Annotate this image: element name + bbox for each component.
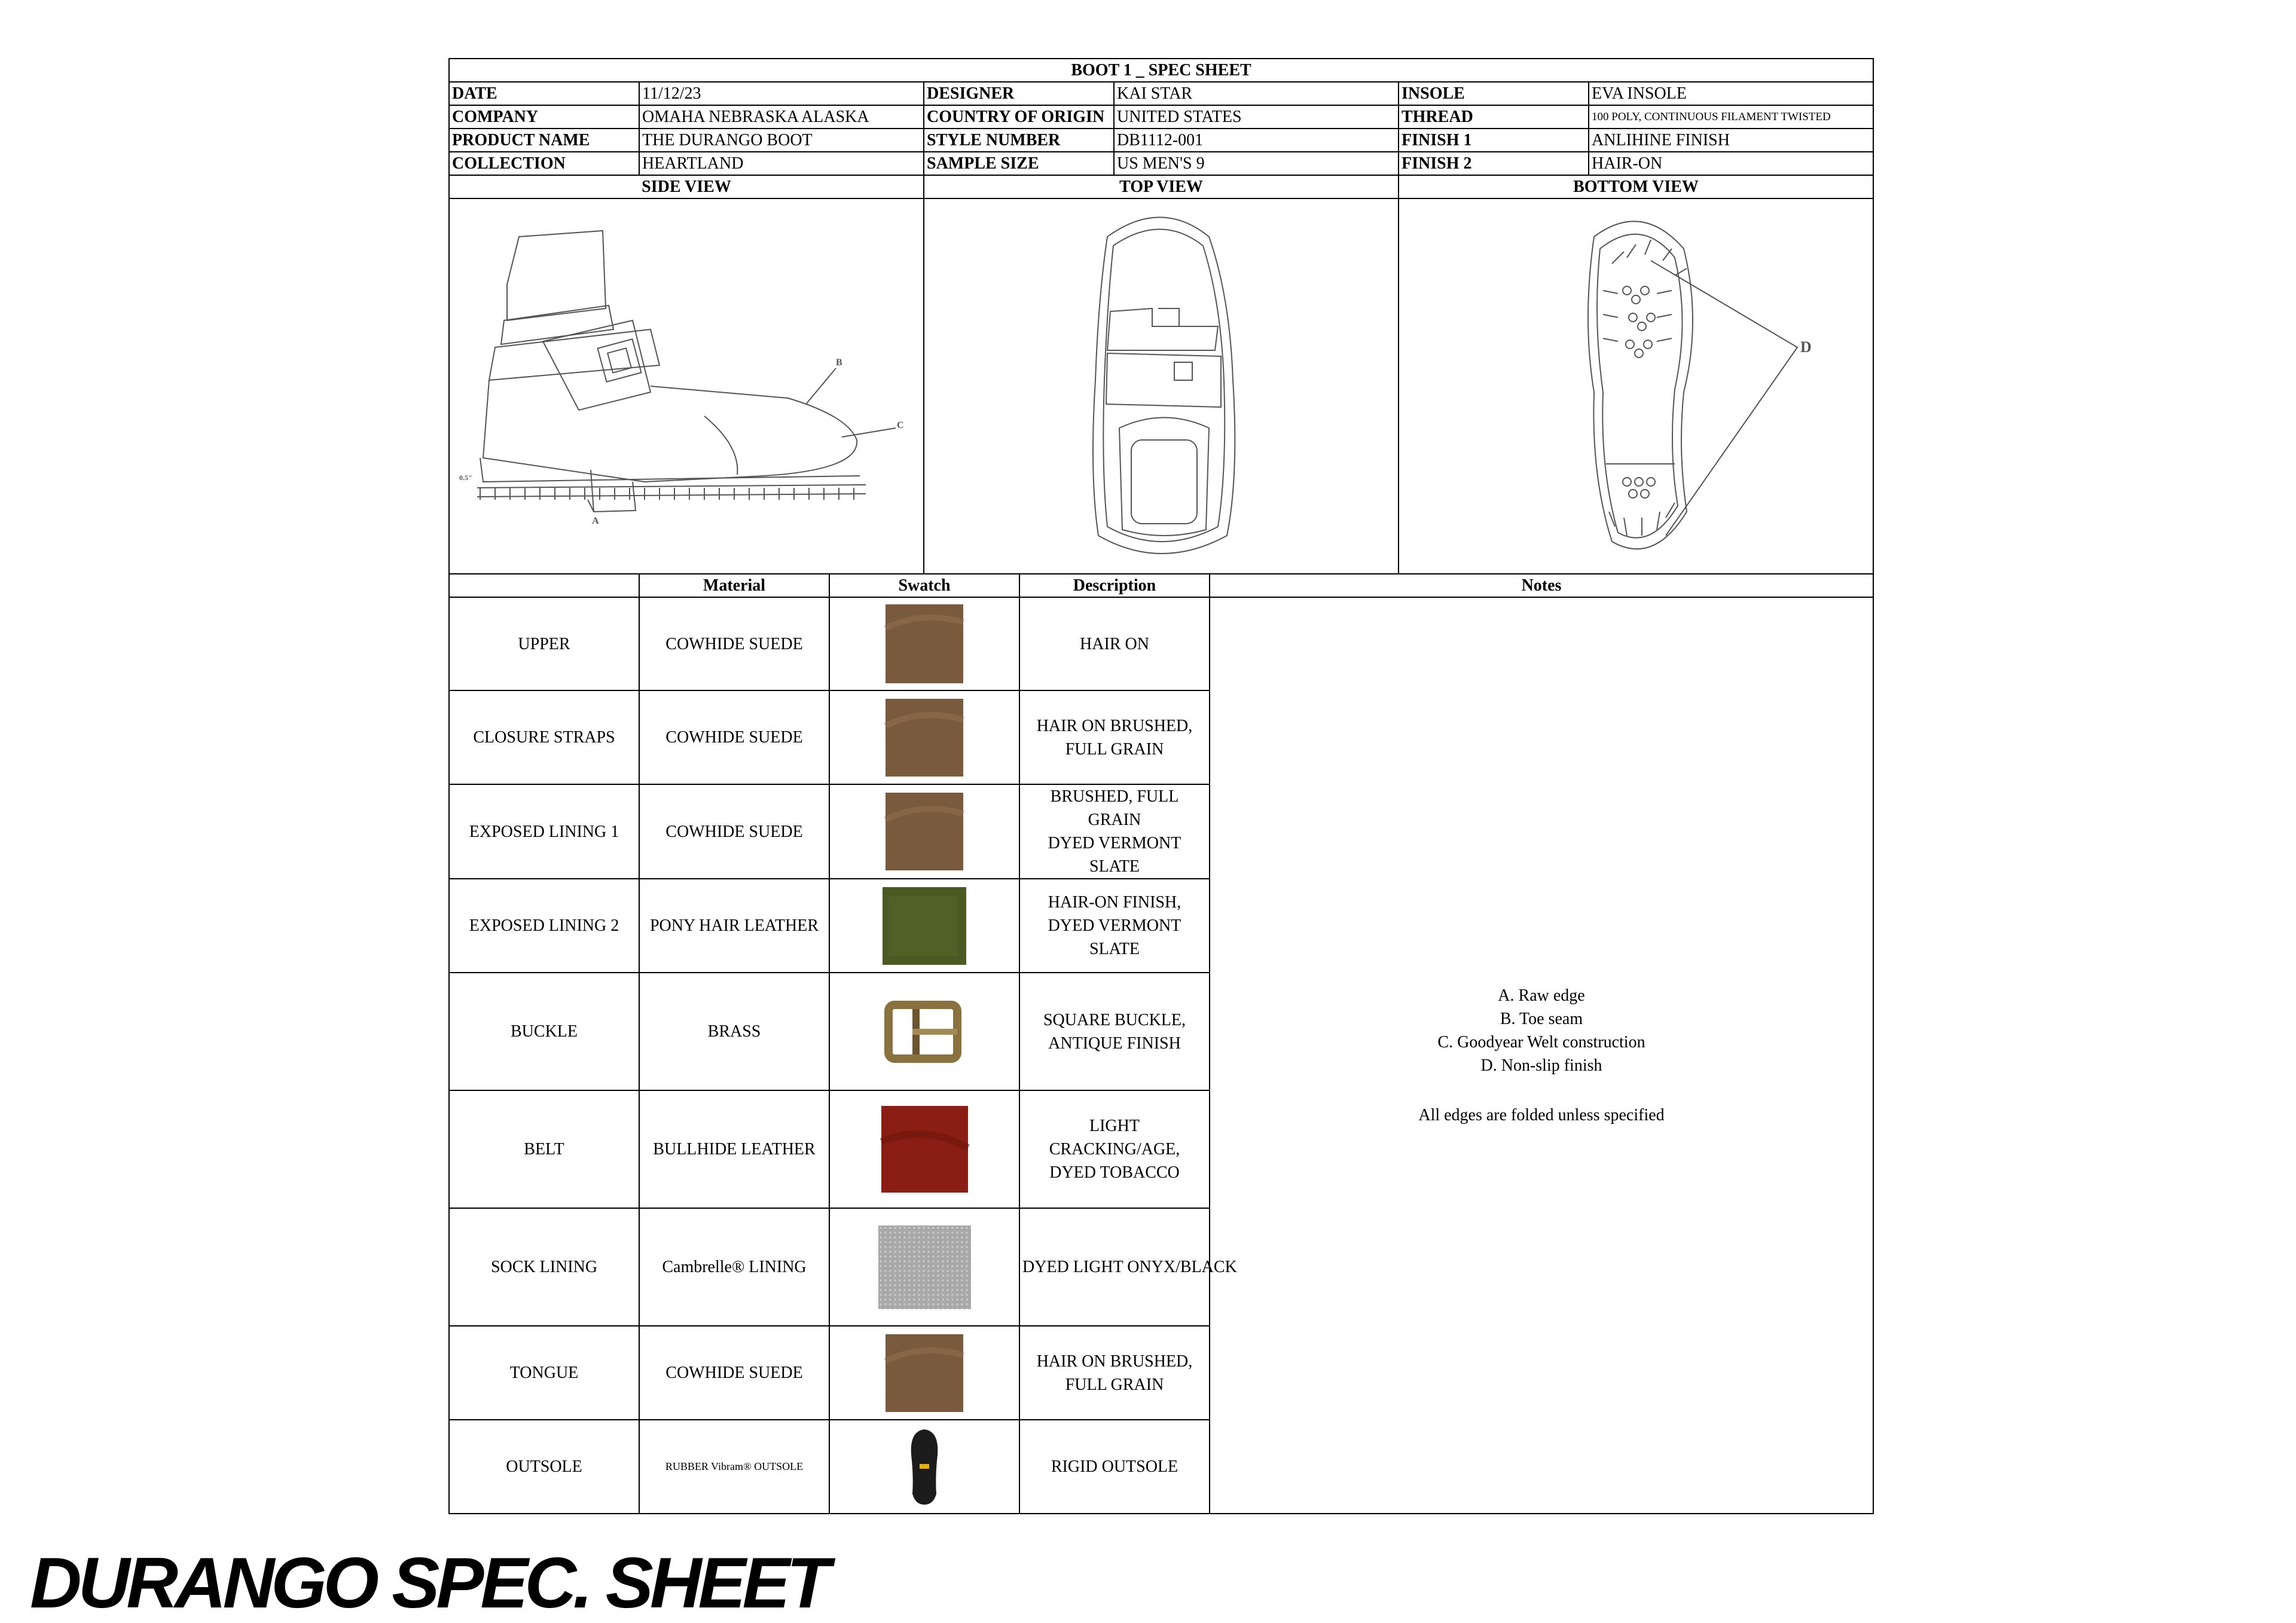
thread-value: 100 POLY, CONTINUOUS FILAMENT TWISTED bbox=[1589, 105, 1873, 129]
notes-cell bbox=[1210, 597, 1873, 1514]
style-number-label: STYLE NUMBER bbox=[924, 129, 1114, 152]
header-row bbox=[449, 152, 1873, 175]
description-column-header: Description bbox=[1019, 574, 1210, 597]
description: HAIR ON bbox=[1019, 597, 1210, 690]
date-label: DATE bbox=[449, 82, 639, 105]
insole-label: INSOLE bbox=[1399, 82, 1589, 105]
part-name: UPPER bbox=[449, 597, 639, 690]
top-view-heading: TOP VIEW bbox=[924, 175, 1399, 198]
suede-swatch bbox=[886, 604, 963, 683]
outsole-swatch bbox=[906, 1428, 942, 1506]
part-name: TONGUE bbox=[449, 1326, 639, 1420]
sample-size-value: US MEN'S 9 bbox=[1114, 152, 1399, 175]
description: HAIR ON BRUSHED, FULL GRAIN bbox=[1019, 690, 1210, 784]
swatch-column-header: Swatch bbox=[829, 574, 1019, 597]
thread-label: THREAD bbox=[1399, 105, 1589, 129]
footer-title: DURANGO SPEC. SHEET bbox=[30, 1543, 827, 1623]
swatch-cell bbox=[829, 879, 1019, 973]
header-row bbox=[449, 129, 1873, 152]
description: HAIR ON BRUSHED, FULL GRAIN bbox=[1019, 1326, 1210, 1420]
swatch-cell bbox=[829, 1326, 1019, 1420]
note-spacer bbox=[1213, 1077, 1870, 1104]
description: LIGHT CRACKING/AGE, DYED TOBACCO bbox=[1019, 1090, 1210, 1208]
swatch-cell bbox=[829, 784, 1019, 879]
finish1-value: ANLIHINE FINISH bbox=[1589, 129, 1873, 152]
header-row bbox=[449, 82, 1873, 105]
part-name: EXPOSED LINING 2 bbox=[449, 879, 639, 973]
material-name: COWHIDE SUEDE bbox=[639, 1326, 829, 1420]
suede-swatch bbox=[886, 1334, 963, 1412]
finish2-label: FINISH 2 bbox=[1399, 152, 1589, 175]
material-name: COWHIDE SUEDE bbox=[639, 690, 829, 784]
table-row bbox=[449, 597, 1873, 690]
leather-swatch bbox=[881, 1106, 968, 1193]
callout-c: C bbox=[897, 420, 904, 430]
description: DYED LIGHT ONYX/BLACK bbox=[1019, 1208, 1210, 1326]
note-d: D. Non-slip finish bbox=[1480, 1056, 1602, 1075]
finish1-label: FINISH 1 bbox=[1399, 129, 1589, 152]
product-name-label: PRODUCT NAME bbox=[449, 129, 639, 152]
boot-side-illustration bbox=[453, 201, 920, 571]
note-edges: All edges are folded unless specified bbox=[1418, 1106, 1665, 1124]
swatch-cell bbox=[829, 1090, 1019, 1208]
heel-height-label: 0.5" bbox=[459, 473, 472, 482]
part-name: BUCKLE bbox=[449, 973, 639, 1090]
company-value: OMAHA NEBRASKA ALASKA bbox=[639, 105, 924, 129]
swatch-cell bbox=[829, 973, 1019, 1090]
description: HAIR-ON FINISH, DYED VERMONT SLATE bbox=[1019, 879, 1210, 973]
boot-top-illustration bbox=[928, 201, 1394, 571]
part-column-header bbox=[449, 574, 639, 597]
material-name: RUBBER Vibram® OUTSOLE bbox=[639, 1420, 829, 1514]
header-table bbox=[448, 58, 1874, 176]
boot-bottom-illustration bbox=[1403, 201, 1869, 571]
swatch-cell bbox=[829, 1208, 1019, 1326]
country-value: UNITED STATES bbox=[1114, 105, 1399, 129]
pony-hair-swatch bbox=[883, 887, 966, 965]
note-b: B. Toe seam bbox=[1500, 1010, 1583, 1028]
spec-sheet bbox=[448, 58, 1873, 1514]
sheet-title: BOOT 1 _ SPEC SHEET bbox=[449, 59, 1873, 82]
suede-swatch bbox=[886, 793, 963, 870]
suede-swatch bbox=[886, 699, 963, 777]
notes-column-header: Notes bbox=[1210, 574, 1873, 597]
country-label: COUNTRY OF ORIGIN bbox=[924, 105, 1114, 129]
insole-value: EVA INSOLE bbox=[1589, 82, 1873, 105]
bottom-view-heading: BOTTOM VIEW bbox=[1399, 175, 1873, 198]
top-view-drawing bbox=[924, 198, 1399, 574]
materials-table bbox=[448, 573, 1874, 1514]
side-view-drawing bbox=[449, 198, 924, 574]
header-row bbox=[449, 105, 1873, 129]
note-c: C. Goodyear Welt construction bbox=[1437, 1033, 1645, 1052]
designer-value: KAI STAR bbox=[1114, 82, 1399, 105]
callout-d: D bbox=[1800, 338, 1812, 356]
swatch-cell bbox=[829, 597, 1019, 690]
finish2-value: HAIR-ON bbox=[1589, 152, 1873, 175]
swatch-cell bbox=[829, 1420, 1019, 1514]
part-name: BELT bbox=[449, 1090, 639, 1208]
description: RIGID OUTSOLE bbox=[1019, 1420, 1210, 1514]
description: SQUARE BUCKLE, ANTIQUE FINISH bbox=[1019, 973, 1210, 1090]
material-name: COWHIDE SUEDE bbox=[639, 597, 829, 690]
material-name: BULLHIDE LEATHER bbox=[639, 1090, 829, 1208]
part-name: EXPOSED LINING 1 bbox=[449, 784, 639, 879]
bottom-view-drawing bbox=[1399, 198, 1873, 574]
date-value: 11/12/23 bbox=[639, 82, 924, 105]
style-number-value: DB1112-001 bbox=[1114, 129, 1399, 152]
note-a: A. Raw edge bbox=[1498, 986, 1585, 1005]
material-column-header: Material bbox=[639, 574, 829, 597]
views-table bbox=[448, 175, 1874, 574]
buckle-swatch bbox=[880, 996, 969, 1068]
product-name-value: THE DURANGO BOOT bbox=[639, 129, 924, 152]
swatch-cell bbox=[829, 690, 1019, 784]
collection-label: COLLECTION bbox=[449, 152, 639, 175]
callout-a: A bbox=[592, 516, 599, 526]
callout-b: B bbox=[836, 357, 842, 368]
part-name: CLOSURE STRAPS bbox=[449, 690, 639, 784]
part-name: SOCK LINING bbox=[449, 1208, 639, 1326]
company-label: COMPANY bbox=[449, 105, 639, 129]
collection-value: HEARTLAND bbox=[639, 152, 924, 175]
part-name: OUTSOLE bbox=[449, 1420, 639, 1514]
mesh-swatch bbox=[878, 1225, 971, 1309]
description: BRUSHED, FULL GRAIN DYED VERMONT SLATE bbox=[1019, 784, 1210, 879]
material-name: PONY HAIR LEATHER bbox=[639, 879, 829, 973]
material-name: BRASS bbox=[639, 973, 829, 1090]
side-view-heading: SIDE VIEW bbox=[449, 175, 924, 198]
designer-label: DESIGNER bbox=[924, 82, 1114, 105]
material-name: COWHIDE SUEDE bbox=[639, 784, 829, 879]
sample-size-label: SAMPLE SIZE bbox=[924, 152, 1114, 175]
material-name: Cambrelle® LINING bbox=[639, 1208, 829, 1326]
